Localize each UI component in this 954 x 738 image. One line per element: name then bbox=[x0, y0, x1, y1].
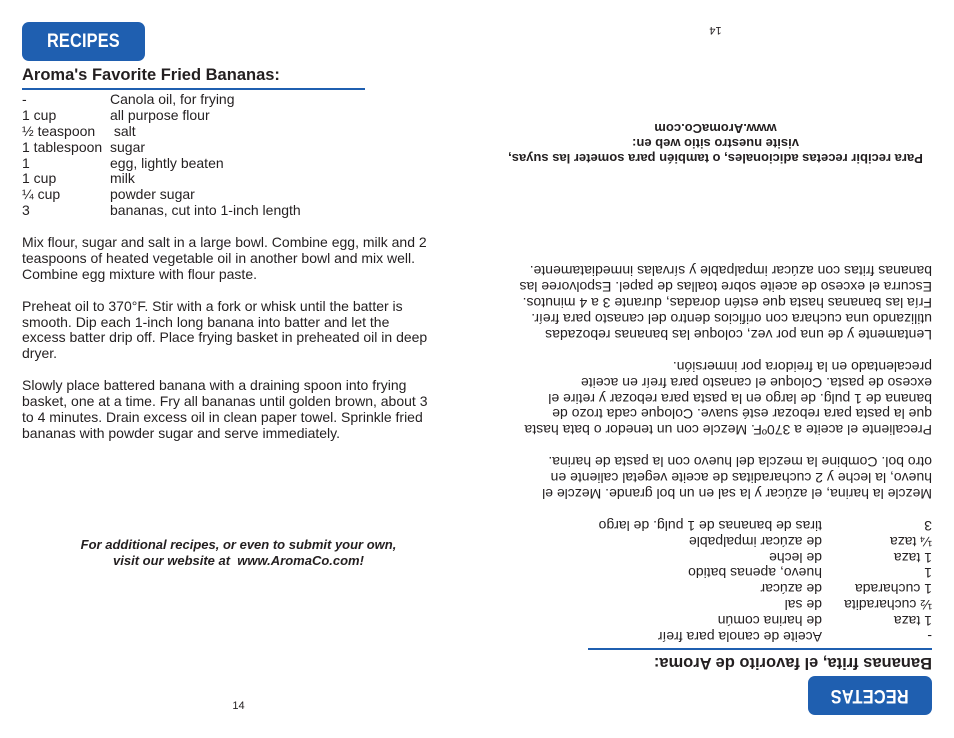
text-line: dryer. bbox=[22, 345, 58, 362]
instruction-paragraph bbox=[22, 299, 467, 363]
note-line: www.AromaCo.com bbox=[654, 121, 777, 136]
text-line: basket, one at a time. Fry all bananas until golden brown, about 3 bbox=[22, 393, 428, 410]
instruction-paragraph bbox=[487, 358, 932, 438]
text-line: precalentado en la freidora por inmersión. bbox=[672, 358, 932, 375]
ingredient-row bbox=[22, 156, 467, 172]
ingredient-row bbox=[22, 140, 467, 156]
note-line: visite nuestro sitio web en: bbox=[632, 136, 799, 151]
recipe-body bbox=[487, 262, 932, 644]
page-number: 14 bbox=[232, 700, 245, 712]
ingredient-quantity: ½ teaspoon bbox=[22, 122, 96, 139]
ingredient-quantity: 1 taza bbox=[893, 613, 932, 630]
recipes-tab bbox=[22, 22, 145, 61]
note-line: visit our website at www.AromaCo.com! bbox=[113, 553, 364, 568]
recipe-body bbox=[22, 92, 467, 442]
text-line: Precaliente el aceite a 370ºF. Mezcle con un tenedor o bata hasta bbox=[524, 422, 932, 439]
ingredient-name: de azúcar impalpable bbox=[688, 533, 822, 550]
ingredient-row bbox=[487, 612, 932, 628]
text-line: banana de 1 pulg. de largo en la pasta para rebozar y retire el bbox=[548, 390, 932, 407]
text-line: huevo, la leche y 2 cucharaditas de aceite vegetal caliente en bbox=[550, 470, 932, 487]
ingredient-quantity: 1 bbox=[924, 565, 932, 582]
ingredient-quantity: 1 cup bbox=[22, 170, 57, 187]
ingredient-name: powder sugar bbox=[110, 186, 195, 203]
website-note bbox=[477, 121, 954, 166]
ingredient-list bbox=[487, 517, 932, 644]
ingredient-quantity: 3 bbox=[924, 517, 932, 534]
text-line: Combine egg mixture with flour paste. bbox=[22, 265, 257, 282]
text-line: Mix flour, sugar and salt in a large bowl. Combine egg, milk and 2 bbox=[22, 234, 427, 251]
text-line: bananas with powder sugar and serve immediately. bbox=[22, 424, 341, 441]
ingredient-row bbox=[22, 171, 467, 187]
ingredient-name: huevo, apenas batido bbox=[688, 565, 822, 582]
ingredient-row bbox=[22, 203, 467, 219]
ingredient-quantity: 1 tablespoon bbox=[22, 138, 103, 155]
text-line: Preheat oil to 370°F. Stir with a fork or whisk until the batter is bbox=[22, 297, 403, 314]
text-line: Slowly place battered banana with a draining spoon into frying bbox=[22, 377, 407, 394]
ingredient-name: Canola oil, for frying bbox=[110, 91, 235, 107]
ingredient-name: de sal bbox=[784, 597, 822, 614]
ingredient-row bbox=[22, 108, 467, 124]
ingredient-name: milk bbox=[110, 170, 135, 187]
ingredient-quantity: ½ cucharadita bbox=[844, 597, 932, 614]
ingredient-row bbox=[487, 628, 932, 644]
ingredient-quantity: 1 bbox=[22, 154, 30, 171]
ingredient-row bbox=[487, 533, 932, 549]
instruction-paragraph bbox=[22, 378, 467, 442]
note-line: For additional recipes, or even to submit your own, bbox=[80, 537, 397, 552]
ingredient-quantity: ¼ cup bbox=[22, 186, 61, 203]
text-line: excess batter drip off. Place frying basket in preheated oil in deep bbox=[22, 329, 428, 346]
ingredient-quantity: ¼ taza bbox=[889, 533, 932, 550]
ingredient-row bbox=[487, 580, 932, 596]
ingredient-quantity: - bbox=[927, 629, 932, 645]
recetas-tab bbox=[808, 676, 932, 715]
ingredient-name: de leche bbox=[769, 549, 822, 566]
title-underline bbox=[22, 88, 365, 90]
page-number: 14 bbox=[709, 24, 722, 36]
tab-label: RECIPES bbox=[47, 30, 120, 52]
ingredient-name: de harina común bbox=[717, 613, 822, 630]
note-line: Para recibir recetas adicionales, o también para someter las suyas, bbox=[508, 151, 923, 166]
website-note bbox=[0, 537, 477, 569]
text-line: teaspoons of heated vegetable oil in another bowl and mix well. bbox=[22, 249, 416, 266]
ingredient-name: bananas, cut into 1-inch length bbox=[110, 202, 301, 219]
ingredient-quantity: 3 bbox=[22, 202, 30, 219]
ingredient-row bbox=[487, 565, 932, 581]
ingredient-name: tiras de bananas de 1 pulg. de largo bbox=[598, 517, 822, 534]
text-line: Mezcle la harina, el azúcar y la sal en un bol grande. Mezcle el bbox=[542, 485, 932, 502]
ingredient-row bbox=[22, 187, 467, 203]
text-line: smooth. Dip each 1-inch long banana into batter and let the bbox=[22, 313, 390, 330]
ingredient-quantity: - bbox=[22, 91, 27, 107]
ingredient-row bbox=[487, 596, 932, 612]
ingredient-name: sugar bbox=[110, 138, 146, 155]
ingredient-name: Aceite de canola para freír bbox=[657, 629, 822, 645]
text-line: exceso de pasta. Coloque el canasto para freír en aceite bbox=[581, 374, 932, 391]
ingredient-row bbox=[487, 517, 932, 533]
text-line: utilizando una cuchara con orificios dentro del canasto para freír. bbox=[531, 311, 932, 328]
text-line: Escurra el exceso de aceite sobre toallas de papel. Espolvoree las bbox=[519, 279, 932, 296]
ingredient-name: all purpose flour bbox=[110, 106, 210, 123]
text-line: Fría las bananas hasta que estén doradas, durante 3 a 4 minutos. bbox=[522, 295, 932, 312]
text-line: otro bol. Combine la mezcla del huevo con la pasta de harina. bbox=[548, 454, 932, 471]
ingredient-name: de azúcar bbox=[760, 581, 822, 598]
instruction-paragraph bbox=[22, 235, 467, 283]
recipe-title: Bananas frita, el favorito de Aroma: bbox=[653, 654, 932, 672]
ingredient-row bbox=[487, 549, 932, 565]
ingredient-quantity: 1 cup bbox=[22, 106, 57, 123]
recipe-title: Aroma's Favorite Fried Bananas: bbox=[22, 66, 280, 84]
ingredient-row bbox=[22, 124, 467, 140]
instruction-paragraph bbox=[487, 262, 932, 342]
text-line: to 4 minutes. Drain excess oil in clean paper towel. Sprinkle fried bbox=[22, 408, 423, 425]
text-line: bananas fritas con azúcar impalpable y sírvalas inmediatamente. bbox=[529, 263, 932, 280]
tab-label: RECETAS bbox=[830, 685, 910, 707]
right-page-spanish bbox=[477, 0, 954, 738]
ingredient-name: salt bbox=[110, 122, 136, 139]
ingredient-quantity: 1 cucharada bbox=[854, 581, 932, 598]
text-line: que la pasta para rebozar esté suave. Coloque cada trozo de bbox=[552, 406, 932, 423]
ingredient-name: egg, lightly beaten bbox=[110, 154, 224, 171]
ingredient-quantity: 1 taza bbox=[893, 549, 932, 566]
title-underline bbox=[588, 648, 932, 650]
instruction-paragraph bbox=[487, 453, 932, 501]
ingredient-row bbox=[22, 92, 467, 108]
text-line: Lentamente y de una por vez, coloque las bananas rebozadas bbox=[545, 326, 932, 343]
ingredient-list bbox=[22, 92, 467, 219]
